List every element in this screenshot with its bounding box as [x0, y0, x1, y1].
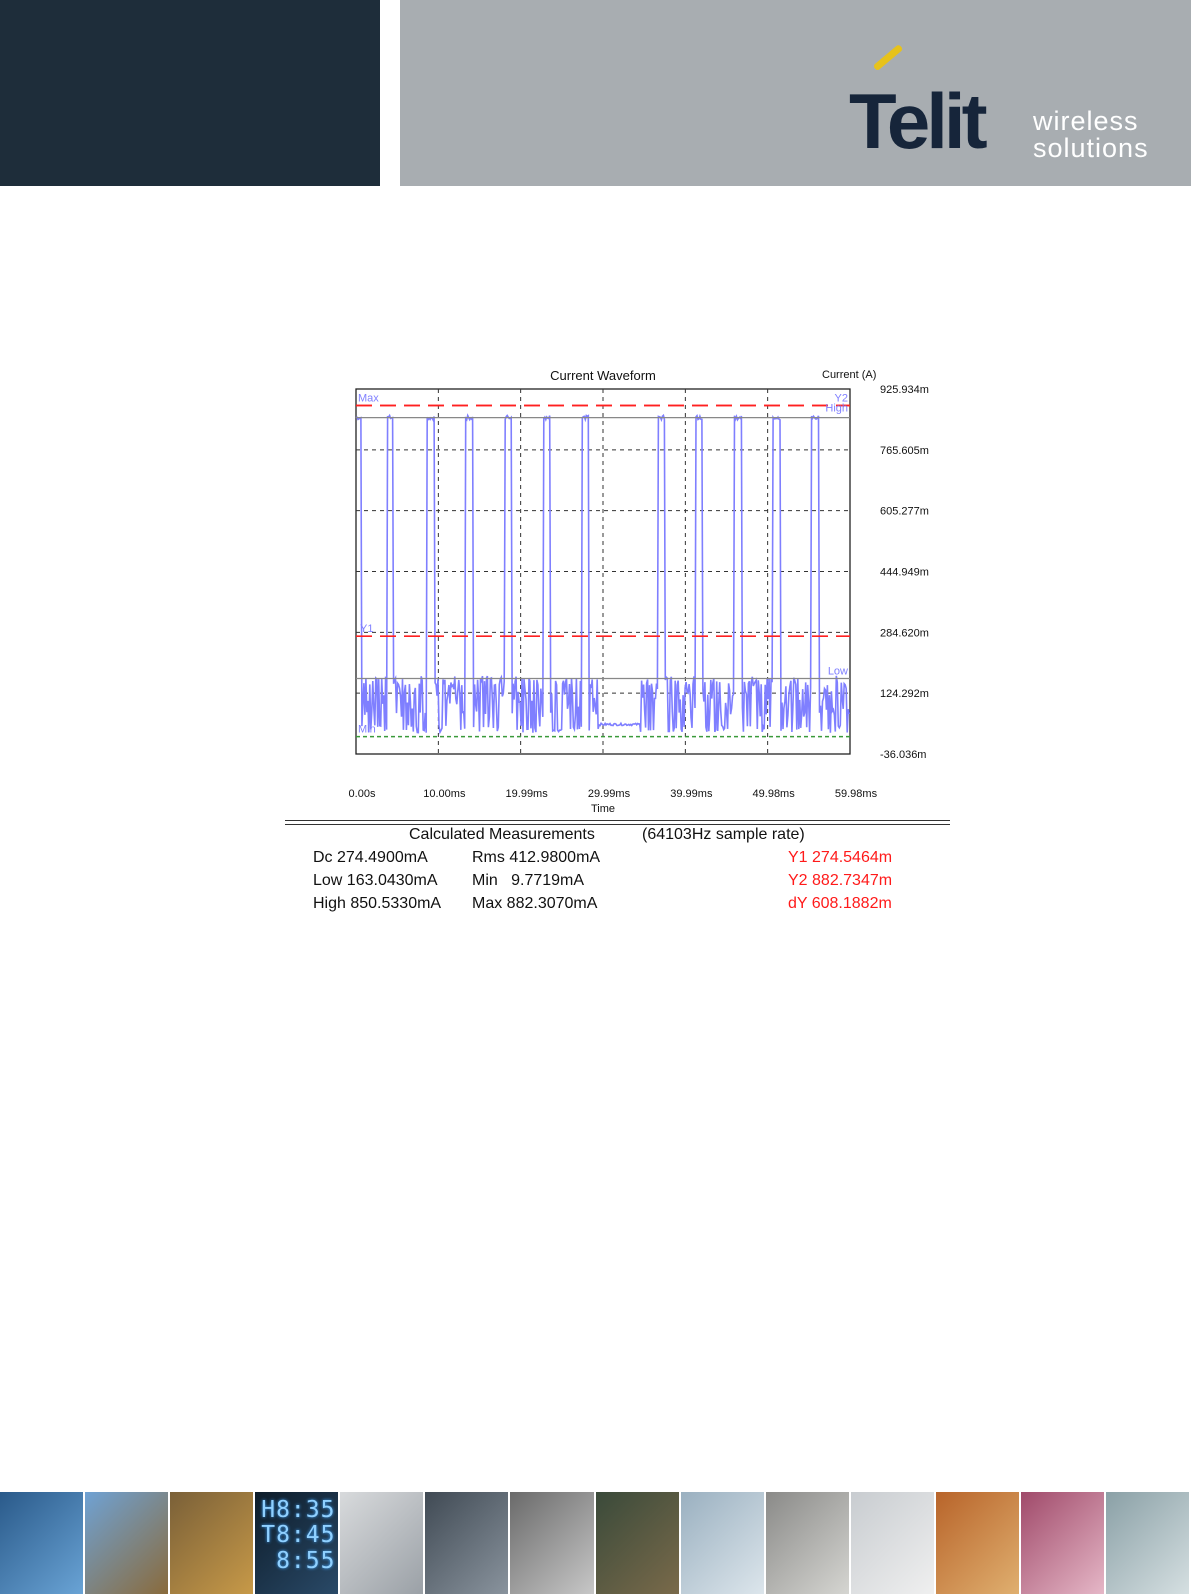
x-tick-label: 49.98ms: [752, 788, 795, 800]
x-tick-label: 0.00s: [348, 788, 376, 800]
y-tick-label: 124.292m: [880, 688, 929, 701]
footer-tile-label: H8:35 T8:45 8:55: [261, 1497, 336, 1574]
y-tick-label: 605.277m: [880, 505, 929, 518]
y-tick-label: 925.934m: [880, 384, 929, 396]
x-tick-label: 39.99ms: [670, 788, 713, 800]
footer-photo-tile: [851, 1492, 936, 1594]
y-tick-label: 284.620m: [880, 627, 929, 640]
y-axis-label: Current (A): [822, 369, 877, 381]
chart-title: Current Waveform: [550, 368, 656, 383]
telit-logo: [845, 60, 1165, 170]
measurement-max: Max 882.3070mA: [472, 895, 598, 912]
footer-photo-tile: [766, 1492, 851, 1594]
marker-label-high: High: [825, 402, 848, 415]
measurements-rule-bottom: [285, 824, 950, 825]
marker-label-y1: Y1: [360, 623, 374, 636]
footer-photo-tile: [1021, 1492, 1106, 1594]
marker-label-max: Max: [358, 392, 379, 405]
measurement-rms: Rms 412.9800mA: [472, 849, 601, 866]
footer-photo-tile: [510, 1492, 595, 1594]
y-tick-label: 765.605m: [880, 444, 929, 457]
footer-photo-tile: [681, 1492, 766, 1594]
y-tick-label: 444.949m: [880, 566, 929, 579]
marker-label-min: Min: [358, 723, 376, 736]
cursor-y2-value: Y2 882.7347m: [788, 872, 893, 889]
x-tick-label: 10.00ms: [423, 788, 466, 800]
measurement-high: High 850.5330mA: [313, 895, 442, 912]
header-dark-panel: [0, 0, 380, 186]
footer-photo-tile: [1106, 1492, 1191, 1594]
footer-photo-tile: [596, 1492, 681, 1594]
x-tick-label: 59.98ms: [834, 788, 878, 800]
footer-photo-tile: [340, 1492, 425, 1594]
footer-photo-tile: [0, 1492, 85, 1594]
measurement-min: Min 9.7719mA: [472, 872, 585, 889]
cursor-y1-value: Y1 274.5464m: [788, 849, 893, 866]
x-tick-label: 19.99ms: [505, 788, 548, 800]
marker-label-y2: Y2: [834, 392, 848, 405]
y-tick-label: -36.036m: [880, 749, 927, 761]
measurement-low: Low 163.0430mA: [313, 872, 438, 889]
current-waveform-chart: [280, 360, 960, 820]
footer-photo-tile: [255, 1492, 340, 1594]
footer-photo-tile: [85, 1492, 170, 1594]
x-axis-label: Time: [590, 803, 616, 815]
measurements-rule-top: [285, 820, 950, 821]
logo-wordmark: Telit: [849, 77, 984, 165]
measurements-sample-rate: (64103Hz sample rate): [642, 826, 805, 843]
measurement-dc: Dc 274.4900mA: [313, 849, 428, 866]
marker-label-low: Low: [827, 665, 848, 678]
cursor-dy-value: dY 608.1882m: [788, 895, 892, 912]
footer-photo-tile: [425, 1492, 510, 1594]
footer-photo-tile: [170, 1492, 255, 1594]
logo-tagline-line2: solutions: [1033, 133, 1149, 163]
chart-svg: [280, 360, 960, 820]
measurements-title: Calculated Measurements: [409, 826, 595, 843]
x-tick-label: 29.99ms: [587, 788, 631, 800]
footer-photo-tile: [936, 1492, 1021, 1594]
footer-photo-strip: [0, 1492, 1191, 1594]
logo-tagline-line1: wireless: [1033, 106, 1139, 136]
